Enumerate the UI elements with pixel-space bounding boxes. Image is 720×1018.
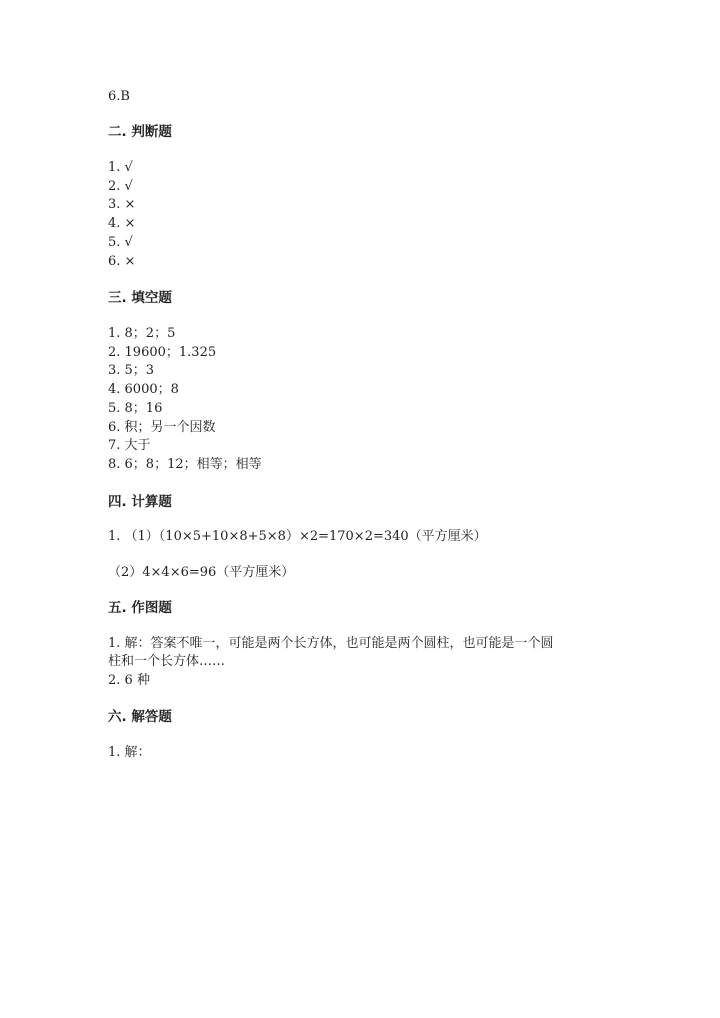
fill-answer: 8. 6；8；12；相等；相等 xyxy=(108,457,262,472)
judge-answer: 1. √ xyxy=(108,160,133,175)
judge-answer: 6. × xyxy=(108,254,136,269)
fill-answer: 6. 积；另一个因数 xyxy=(108,420,216,435)
judge-answer: 3. × xyxy=(108,197,136,212)
draw-answer: 1. 解：答案不唯一，可能是两个长方体，也可能是两个圆柱，也可能是一个圆 xyxy=(108,636,554,651)
section-heading-fill: 三. 填空题 xyxy=(108,290,172,306)
fill-answer: 1. 8；2；5 xyxy=(108,326,176,341)
section-heading-judge: 二. 判断题 xyxy=(108,124,172,140)
draw-answer-continued: 柱和一个长方体…… xyxy=(108,654,226,669)
fill-answer: 3. 5；3 xyxy=(108,363,155,378)
fill-answer: 4. 6000；8 xyxy=(108,382,179,397)
calc-answer: （2）4×4×6=96（平方厘米） xyxy=(108,565,295,580)
fill-answer: 7. 大于 xyxy=(108,438,151,453)
section-heading-draw: 五. 作图题 xyxy=(108,600,172,616)
fill-answer: 2. 19600；1.325 xyxy=(108,345,217,360)
judge-answer: 5. √ xyxy=(108,235,133,250)
section-heading-solve: 六. 解答题 xyxy=(108,709,172,725)
answer-6: 6.B xyxy=(108,89,130,104)
calc-answer: 1. （1）（10×5+10×8+5×8）×2=170×2=340（平方厘米） xyxy=(108,529,487,544)
draw-answer: 2. 6 种 xyxy=(108,673,150,688)
fill-answer: 5. 8；16 xyxy=(108,401,163,416)
section-heading-calc: 四. 计算题 xyxy=(108,494,172,510)
solve-answer: 1. 解： xyxy=(108,745,151,760)
judge-answer: 4. × xyxy=(108,216,136,231)
judge-answer: 2. √ xyxy=(108,179,133,194)
